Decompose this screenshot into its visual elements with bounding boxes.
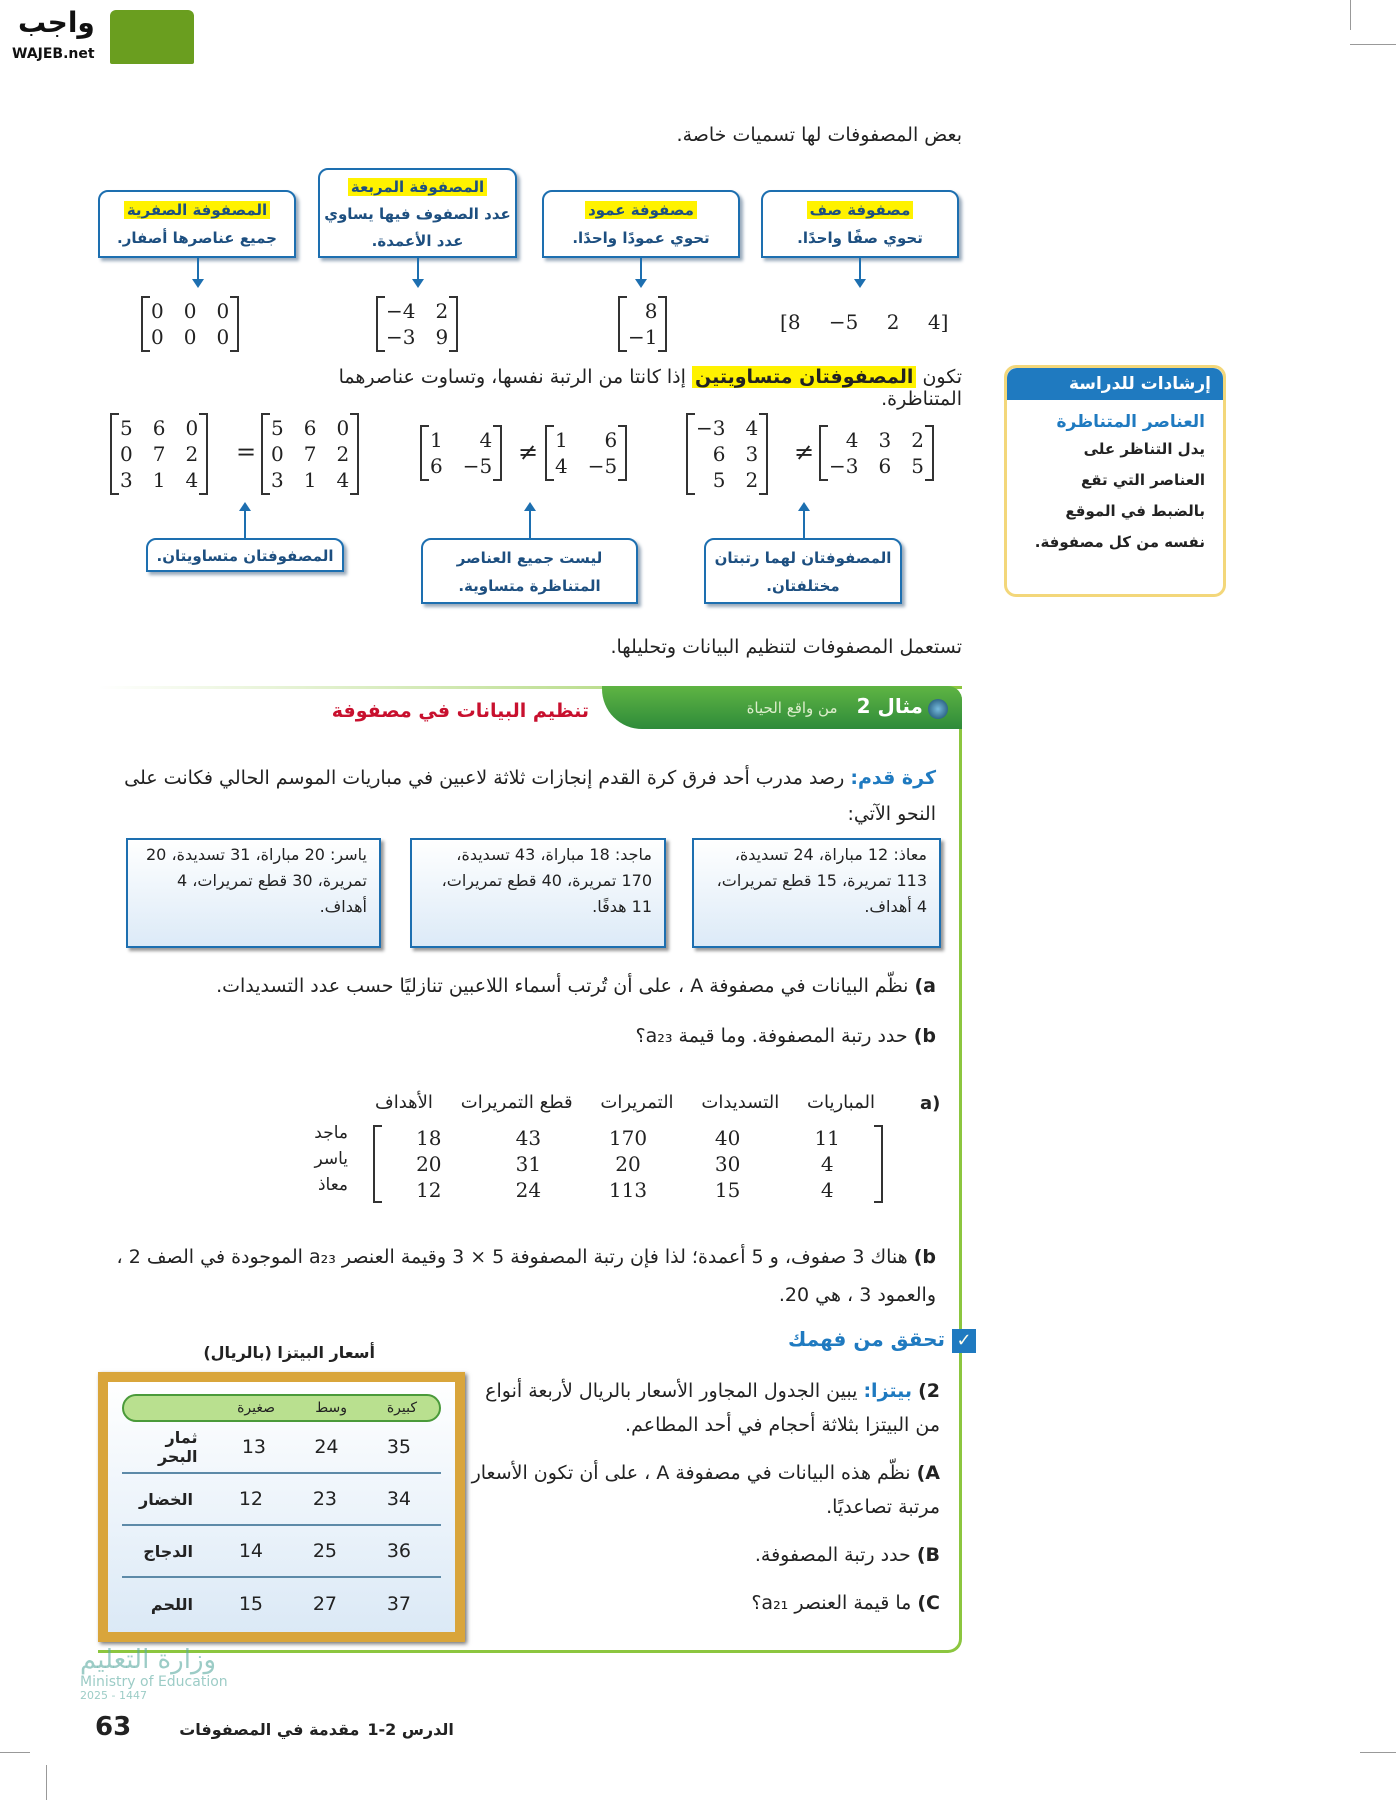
not-equal-sign: ≠ <box>518 438 539 466</box>
player-box-majed: ماجد: 18 مباراة، 43 تسديدة، 170 تمريرة، 40 قطع تمريرات، 11 هدفًا. <box>410 838 666 948</box>
example-header <box>602 686 962 729</box>
matrix-3x3-a: 5 6 0 0 7 2 3 1 4 <box>110 413 208 495</box>
matrix-3x2: −3 4 6 3 5 2 <box>686 413 768 495</box>
pizza-row: 36 25 14 الدجاج <box>122 1526 441 1578</box>
note-not-equal-elements: ليست جميع العناصر المتناظرة متساوية. <box>421 538 638 604</box>
solution-col-headers: الأهداف قطع التمريرات التمريرات التسديدات المباريات <box>375 1092 875 1113</box>
equal-sign: = <box>236 438 257 466</box>
example-sub: من واقع الحياة <box>746 699 838 717</box>
square-matrix-title: المصفوفة المربعة <box>348 178 487 196</box>
example-label: مثال 2 <box>856 694 923 718</box>
sidebar-title: العناصر المتناظرة <box>1056 412 1205 432</box>
check-problem: 2) بيتزا: يبين الجدول المجاور الأسعار بالريال لأربعة أنواع من البيتزا بثلاثة أحجام في أحد المطاعم. <box>485 1380 940 1436</box>
lesson-number: الدرس 2-1 <box>367 1720 454 1739</box>
pizza-row: 34 23 12 الخضار <box>122 1474 441 1526</box>
row-matrix: [8 −5 2 4] <box>780 310 949 334</box>
note-equal: المصفوفتان متساويتان. <box>146 538 344 572</box>
lesson-title: مقدمة في المصفوفات <box>179 1720 360 1739</box>
row-matrix-title: مصفوفة صف <box>807 201 914 219</box>
page-number: 63 <box>95 1712 132 1742</box>
zero-matrix: 0 0 0 0 0 0 <box>141 296 239 352</box>
page-footer <box>95 1712 454 1742</box>
matrix-3x3-b: 5 6 0 0 7 2 3 1 4 <box>261 413 359 495</box>
example-problem: كرة قدم: رصد مدرب أحد فرق كرة القدم إنجازات ثلاثة لاعبين في مباريات الموسم الحالي فكانت على النحو الآتي: <box>124 767 936 825</box>
pizza-price-table <box>98 1372 465 1642</box>
check-title: تحقق من فهمك <box>788 1327 946 1351</box>
matrix-2x3: 4 3 2 −3 6 5 <box>819 425 934 481</box>
player-box-yaser: ياسر: 20 مباراة، 31 تسديدة، 20 تمريرة، 30 قطع تمريرات، 4 أهداف. <box>126 838 381 948</box>
crop-mark <box>1350 0 1351 30</box>
arrow-down-icon <box>197 258 199 280</box>
column-matrix-title: مصفوفة عمود <box>585 201 697 219</box>
solution-a-label: a) <box>920 1093 941 1114</box>
wajeb-logo: واجب WAJEB.net <box>10 6 190 64</box>
arrow-down-icon <box>640 258 642 280</box>
crop-mark <box>46 1765 47 1800</box>
column-matrix-box <box>542 190 740 258</box>
example-title: تنظيم البيانات في مصفوفة <box>331 700 589 722</box>
pizza-table-title: أسعار البيتزا (بالريال) <box>203 1343 375 1362</box>
pizza-header-row: كبيرة وسط صغيرة <box>122 1394 441 1422</box>
globe-icon <box>928 699 948 719</box>
square-matrix: −4 2 −3 9 <box>376 296 458 352</box>
square-matrix-box <box>318 168 517 258</box>
note-different-order: المصفوفتان لهما رتبتان مختلفتان. <box>704 538 902 604</box>
matrix-2x2-b: 1 6 4 −5 <box>545 425 627 481</box>
zero-matrix-title: المصفوفة الصفرية <box>124 201 270 219</box>
arrow-up-icon <box>244 510 246 538</box>
usage-text: تستعمل المصفوفات لتنظيم البيانات وتحليلها. <box>610 636 962 658</box>
book-icon <box>110 10 194 64</box>
matrix-2x2-a: 1 4 6 −5 <box>420 425 502 481</box>
answer-b: b) هناك 3 صفوف، و 5 أعمدة؛ لذا فإن رتبة المصفوفة 5 × 3 وقيمة العنصر a₂₃ الموجودة في الصف 2 ، والعمود 3 ، هي 20. <box>116 1246 936 1306</box>
study-tip-sidebar <box>1004 365 1226 597</box>
player-box-muath: معاذ: 12 مباراة، 24 تسديدة، 113 تمريرة، 15 قطع تمريرات، 4 أهداف. <box>692 838 941 948</box>
column-matrix: 8 −1 <box>618 296 667 352</box>
ministry-logo: وزارة التعليم Ministry of Education 2025 - 1447 <box>80 1645 228 1702</box>
column-matrix-desc: تحوي عمودًا واحدًا. <box>572 229 710 247</box>
check-question-A: A) نظّم هذه البيانات في مصفوفة A ، على أن تكون الأسعار مرتبة تصاعديًا. <box>471 1462 940 1518</box>
question-a: a) نظّم البيانات في مصفوفة A ، على أن تُرتب أسماء اللاعبين تنازليًا حسب عدد التسديدات. <box>216 975 936 997</box>
row-matrix-desc: تحوي صفًا واحدًا. <box>797 229 923 247</box>
question-b: b) حدد رتبة المصفوفة. وما قيمة a₂₃؟ <box>635 1025 936 1047</box>
crop-mark <box>0 1752 30 1753</box>
zero-matrix-box <box>98 190 296 258</box>
sidebar-header: إرشادات للدراسة <box>1007 368 1223 400</box>
check-header <box>676 1327 976 1353</box>
pizza-row: 37 27 15 اللحم <box>150 1593 411 1615</box>
square-matrix-desc: عدد الصفوف فيها يساوي عدد الأعمدة. <box>324 205 511 250</box>
not-equal-sign: ≠ <box>794 438 815 466</box>
crop-mark <box>1350 44 1396 45</box>
arrow-down-icon <box>417 258 419 280</box>
arrow-up-icon <box>529 510 531 538</box>
check-question-B: B) حدد رتبة المصفوفة. <box>754 1544 940 1566</box>
crop-mark <box>1360 1752 1396 1753</box>
arrow-down-icon <box>859 258 861 280</box>
row-matrix-box <box>761 190 959 258</box>
pizza-row: 35 24 13 ثمار البحر <box>122 1422 441 1474</box>
zero-matrix-desc: جميع عناصرها أصفار. <box>117 229 277 247</box>
equal-definition: تكون المصفوفتان متساويتين إذا كانتا من الرتبة نفسها، وتساوت عناصرهما المتناظرة. <box>338 366 962 410</box>
check-questions <box>470 1374 940 1634</box>
solution-row-names: ماجد ياسر معاذ <box>314 1123 348 1195</box>
solution-matrix: 18 43 170 40 11 20 31 20 30 4 12 24 113 15 4 <box>373 1125 883 1203</box>
arrow-up-icon <box>803 510 805 538</box>
sidebar-body: يدل التناظر على العناصر التي تقع بالضبط في الموقع نفسه من كل مصفوفة. <box>1034 440 1205 551</box>
intro-text: بعض المصفوفات لها تسميات خاصة. <box>676 124 962 146</box>
check-question-C: C) ما قيمة العنصر a₂₁؟ <box>751 1592 940 1614</box>
checkmark-icon: ✓ <box>952 1329 976 1353</box>
